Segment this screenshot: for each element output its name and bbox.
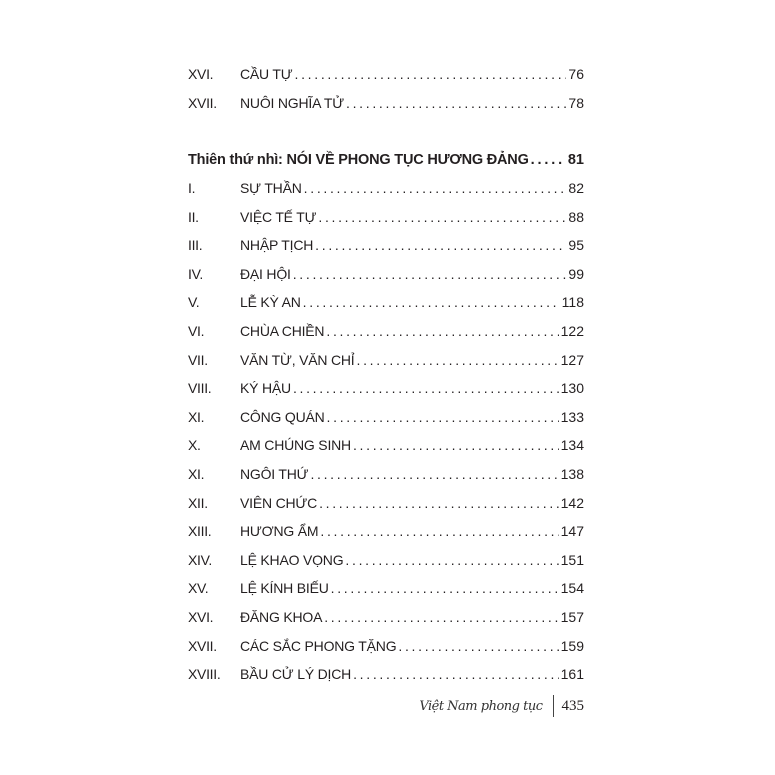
entry-number: XIII.	[188, 523, 212, 540]
entry-number: XVII.	[188, 95, 217, 111]
entry-title: NUÔI NGHĨA TỬ	[240, 95, 344, 111]
entry-number: XV.	[188, 580, 209, 597]
entry-title: NGÔI THỨ	[240, 466, 309, 482]
dot-leader	[345, 549, 558, 571]
entry-page: 99	[568, 265, 584, 282]
dot-leader	[293, 263, 567, 285]
entry-number: XIV.	[188, 551, 212, 568]
entry-page: 130	[560, 380, 584, 397]
entry-page: 157	[560, 609, 584, 625]
entry-number: XVI.	[188, 609, 214, 625]
entry-number: XI.	[188, 408, 205, 425]
entry-title: CHÙA CHIỀN	[240, 323, 325, 339]
dot-leader	[304, 177, 567, 199]
book-title: Việt Nam phong tục	[419, 698, 543, 714]
dot-leader	[353, 434, 559, 456]
entry-page: 127	[560, 351, 584, 368]
entry-page: 133	[560, 408, 584, 425]
toc-entry	[188, 492, 584, 514]
toc-entry	[188, 206, 584, 228]
dot-leader	[353, 663, 559, 685]
toc-entry	[188, 349, 584, 371]
toc-entry	[188, 320, 584, 342]
toc-entry	[188, 549, 584, 571]
entry-page: 151	[560, 551, 584, 568]
dot-leader	[357, 349, 559, 371]
section-heading	[188, 149, 584, 171]
entry-page: 78	[568, 95, 584, 111]
entry-page: 159	[560, 637, 584, 654]
entry-page: 122	[560, 323, 584, 339]
toc-entry	[188, 663, 584, 685]
dot-leader	[315, 234, 566, 256]
entry-title: ĐĂNG KHOA	[240, 609, 323, 625]
entry-title: CÁC SẮC PHONG TẶNG	[240, 637, 397, 654]
entry-page: 118	[561, 294, 584, 311]
toc-entry	[188, 434, 584, 456]
dot-leader	[293, 377, 559, 399]
entry-page: 161	[560, 666, 584, 683]
dot-leader	[319, 492, 559, 514]
entry-title: SỰ THẦN	[240, 180, 302, 196]
toc-entry	[188, 635, 584, 657]
toc-entry	[188, 92, 584, 114]
dot-leader	[303, 291, 560, 313]
entry-number: XI.	[188, 466, 205, 482]
toc-entry	[188, 606, 584, 628]
entry-title: VIÊN CHỨC	[240, 494, 318, 511]
entry-page: 76	[568, 66, 584, 82]
entry-page: 95	[568, 237, 584, 254]
entry-title: HƯƠNG ẨM	[240, 523, 319, 540]
toc-entry	[188, 234, 584, 256]
entry-number: VIII.	[188, 380, 212, 397]
dot-leader	[331, 577, 559, 599]
dot-leader	[531, 149, 566, 171]
entry-title: KÝ HẬU	[240, 380, 291, 397]
entry-title: NHẬP TỊCH	[240, 237, 314, 254]
page-number: 435	[561, 697, 584, 714]
entry-title: LỆ KHAO VỌNG	[240, 551, 344, 568]
entry-page: 82	[568, 180, 584, 196]
entry-page: 147	[560, 523, 584, 540]
dot-leader	[295, 63, 567, 85]
entry-title: LỄ KỲ AN	[240, 294, 301, 311]
toc-entry	[188, 377, 584, 399]
entry-page: 138	[560, 466, 584, 482]
footer-divider	[553, 695, 554, 717]
dot-leader	[324, 606, 558, 628]
entry-number: II.	[188, 208, 199, 225]
entry-number: VI.	[188, 323, 205, 339]
entry-number: IV.	[188, 265, 203, 282]
toc-entry	[188, 577, 584, 599]
entry-number: V.	[188, 294, 200, 311]
page-footer	[380, 694, 584, 718]
toc-entry	[188, 291, 584, 313]
entry-title: CÔNG QUÁN	[240, 408, 325, 425]
section-title: Thiên thứ nhì: NÓI VỀ PHONG TỤC HƯƠNG ĐẢNG	[188, 152, 529, 168]
toc-entry	[188, 463, 584, 485]
entry-page: 154	[560, 580, 584, 597]
entry-number: XVI.	[188, 66, 214, 82]
entry-title: ĐẠI HỘI	[240, 265, 291, 282]
toc-entry	[188, 63, 584, 85]
dot-leader	[398, 635, 558, 657]
dot-leader	[318, 206, 566, 228]
toc-entry	[188, 406, 584, 428]
entry-number: XVIII.	[188, 666, 221, 683]
entry-number: X.	[188, 437, 201, 454]
entry-title: CẦU TỰ	[240, 66, 293, 82]
entry-number: III.	[188, 237, 203, 254]
entry-number: I.	[188, 180, 196, 196]
dot-leader	[327, 406, 559, 428]
entry-page: 142	[560, 494, 584, 511]
dot-leader	[326, 320, 558, 342]
entry-title: VĂN TỪ, VĂN CHỈ	[240, 351, 355, 368]
toc-entry	[188, 263, 584, 285]
dot-leader	[320, 520, 558, 542]
entry-page: 134	[560, 437, 584, 454]
entry-title: AM CHÚNG SINH	[240, 437, 351, 454]
dot-leader	[346, 92, 566, 114]
entry-number: VII.	[188, 351, 208, 368]
toc-entry	[188, 520, 584, 542]
section-page: 81	[567, 152, 584, 168]
dot-leader	[310, 463, 558, 485]
entry-number: XII.	[188, 494, 208, 511]
entry-page: 88	[568, 208, 584, 225]
entry-title: BẦU CỬ LÝ DỊCH	[240, 666, 352, 683]
toc-entry	[188, 177, 584, 199]
entry-number: XVII.	[188, 637, 217, 654]
entry-title: VIỆC TẾ TỰ	[240, 208, 317, 225]
entry-title: LỆ KÍNH BIẾU	[240, 580, 329, 597]
